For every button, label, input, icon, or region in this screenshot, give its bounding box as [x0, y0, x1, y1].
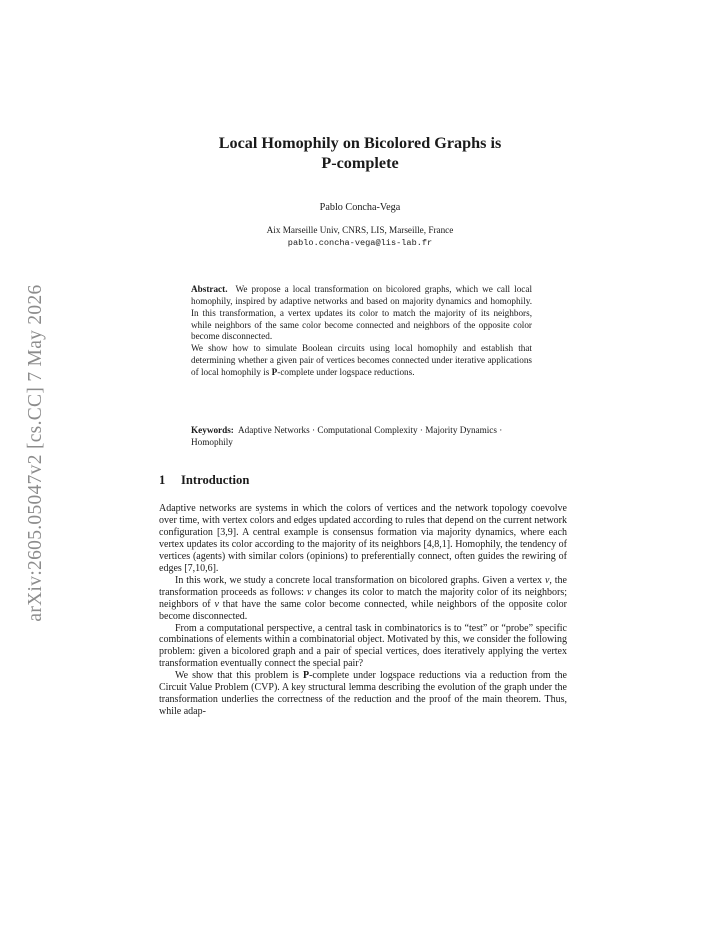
intro-paragraph-4: We show that this problem is P-complete under logspace reductions via a reduction from the Circuit Value Problem (CVP). A key structural lemma describing the evolution of the graph under the transformation underlies the correctness of the reduction and the proof of the main theorem. Thus, while adap- [159, 670, 567, 718]
abstract-label: Abstract. [191, 284, 228, 294]
section-number: 1 [159, 473, 166, 487]
author-name: Pablo Concha-Vega [319, 202, 401, 213]
keywords-text: Adaptive Networks · Computational Complexity · Majority Dynamics · Homophily [191, 425, 503, 447]
title-line-2: P-complete [321, 154, 399, 172]
intro-paragraph-2: In this work, we study a concrete local transformation on bicolored graphs. Given a vertex v, the transformation proceeds as follows: v changes its color to match the majority color of its neighbors; neighbors of v that have the same color become connected, while neighbors of the opposite color become disconnected. [159, 574, 567, 622]
keywords-label: Keywords: [191, 425, 234, 435]
author-email: pablo.concha-vega@lis-lab.fr [287, 238, 433, 248]
section-heading [159, 473, 249, 488]
section-title: Introduction [181, 473, 250, 487]
title-line-1: Local Homophily on Bicolored Graphs is [218, 134, 502, 152]
keywords-block [191, 425, 532, 449]
abstract-text-1: We propose a local transformation on bicolored graphs, which we call local homophily, inspired by adaptive networks and based on majority dynamics and homophily. In this transformation, a vertex updates its color to match the majority of its neighbors, while neighbors of the same color become connected and neighbors of the opposite color become disconnected. [191, 284, 533, 342]
intro-paragraph-1: Adaptive networks are systems in which the colors of vertices and the network topology coevolve over time, with vertex colors and edges updated according to rules that depend on the current network configuration [3,9]. A central example is consensus formation via majority dynamics, where each vertex updates its color according to the majority of its neighbors [4,8,1]. Homophily, the tendency of vertices (agents) with similar colors (opinions) to preferentially connect, often guides the rewiring of edges [7,10,6]. [159, 503, 567, 574]
intro-paragraph-3: From a computational perspective, a central task in combinatorics is to “test” or “probe” specific combinations of elements within a combinatorial object. Motivated by this, we consider the following problem: given a bicolored graph and a pair of special vertices, does iteratively applying the vertex transformation eventually connect the special pair? [159, 622, 567, 670]
abstract-paragraph-1 [191, 284, 532, 343]
abstract-block [191, 284, 532, 379]
abstract-paragraph-2: We show how to simulate Boolean circuits using local homophily and establish that determining whether a given pair of vertices becomes connected under iterative applications of local homophily is P-complete under logspace reductions. [191, 343, 532, 377]
paper-title [160, 133, 560, 173]
author-affiliation: Aix Marseille Univ, CNRS, LIS, Marseille, France [266, 225, 454, 235]
arxiv-identifier-stamp: arXiv:2605.05047v2 [cs.CC] 7 May 2026 [25, 284, 46, 622]
introduction-body [159, 503, 567, 718]
